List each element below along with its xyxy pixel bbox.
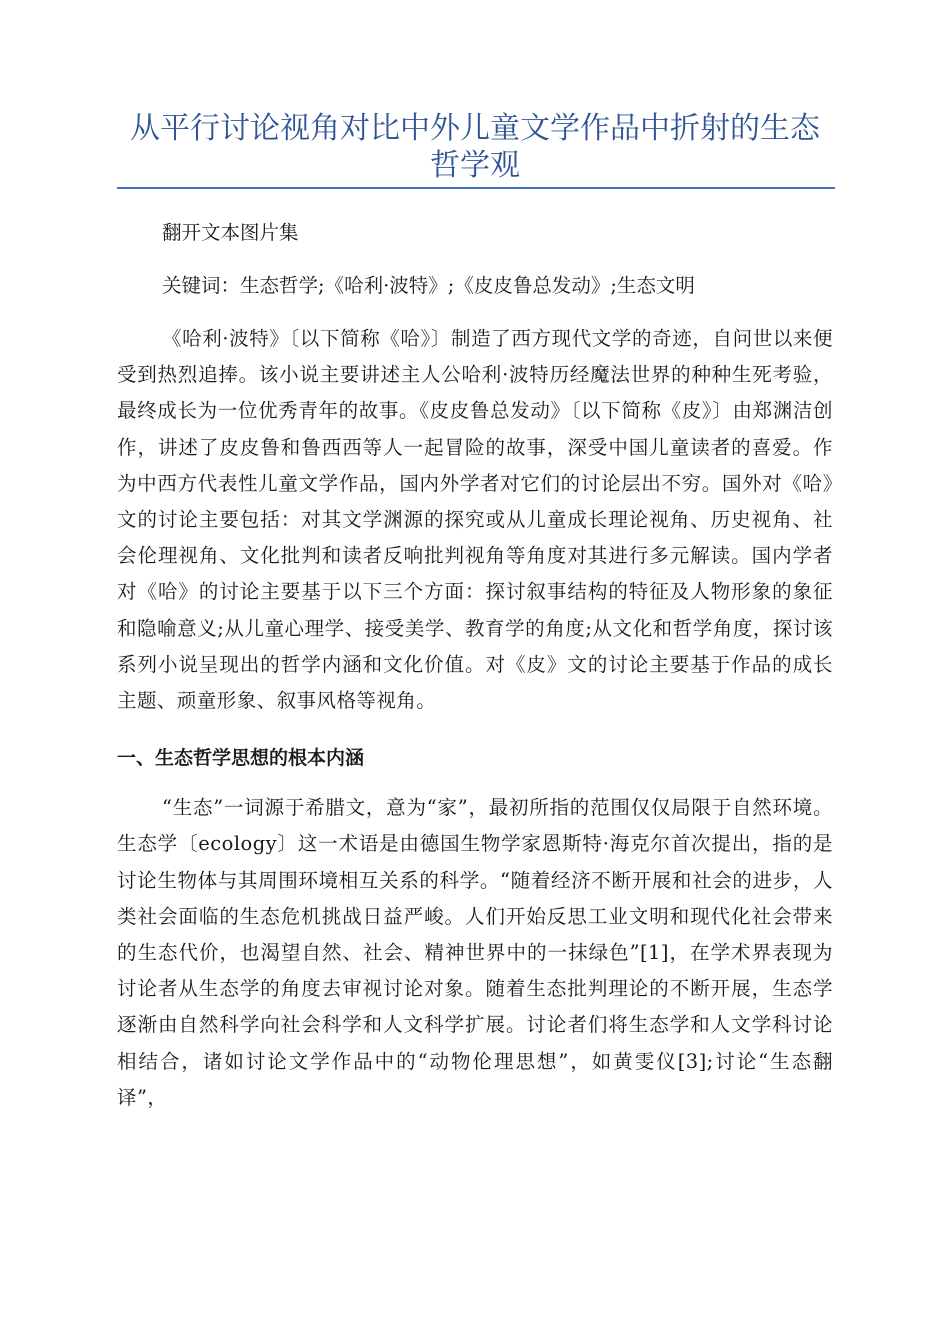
- section-heading: 一、生态哲学思想的根本内涵: [117, 747, 365, 770]
- section-paragraph: “生态”一词源于希腊文，意为“家”，最初所指的范围仅仅局限于自然环境。生态学〔ecology〕这一术语是由德国生物学家恩斯特·海克尔首次提出，指的是讨论生物体与其周围环境相互关系的科学。“随着经济不断开展和社会的进步，人类社会面临的生态危机挑战日益严峻。人们开始反思工业文明和现代化社会带来的生态代价，也渴望自然、社会、精神世界中的一抹绿色”[1]，在学术界表现为讨论者从生态学的角度去审视讨论对象。随着生态批判理论的不断开展，生态学逐渐由自然科学向社会科学和人文科学扩展。讨论者们将生态学和人文学科讨论相结合，诸如讨论文学作品中的“动物伦理思想”，如黄雯仪[3];讨论“生态翻译”，: [117, 796, 833, 1109]
- intro-paragraph: 《哈利·波特》〔以下简称《哈》〕制造了西方现代文学的奇迹，自问世以来便受到热烈追捧。该小说主要讲述主人公哈利·波特历经魔法世界的种种生死考验，最终成长为一位优秀青年的故事。《皮皮鲁总发动》〔以下简称《皮》〕由郑渊洁创作，讲述了皮皮鲁和鲁西西等人一起冒险的故事，深受中国儿童读者的喜爱。作为中西方代表性儿童文学作品，国内外学者对它们的讨论层出不穷。国外对《哈》文的讨论主要包括：对其文学渊源的探究或从儿童成长理论视角、历史视角、社会伦理视角、文化批判和读者反响批判视角等角度对其进行多元解读。国内学者对《哈》的讨论主要基于以下三个方面：探讨叙事结构的特征及人物形象的象征和隐喻意义;从儿童心理学、接受美学、教育学的角度;从文化和哲学角度，探讨该系列小说呈现出的哲学内涵和文化价值。对《皮》文的讨论主要基于作品的成长主题、顽童形象、叙事风格等视角。: [117, 327, 833, 713]
- title-divider: [117, 187, 835, 189]
- document-page: [117, 0, 833, 1116]
- keywords-line: 关键词：生态哲学;《哈利·波特》;《皮皮鲁总发动》;生态文明: [162, 274, 695, 297]
- document-title: 从平行讨论视角对比中外儿童文学作品中折射的生态哲学观: [130, 111, 820, 183]
- subtitle-line: 翻开文本图片集: [162, 221, 299, 244]
